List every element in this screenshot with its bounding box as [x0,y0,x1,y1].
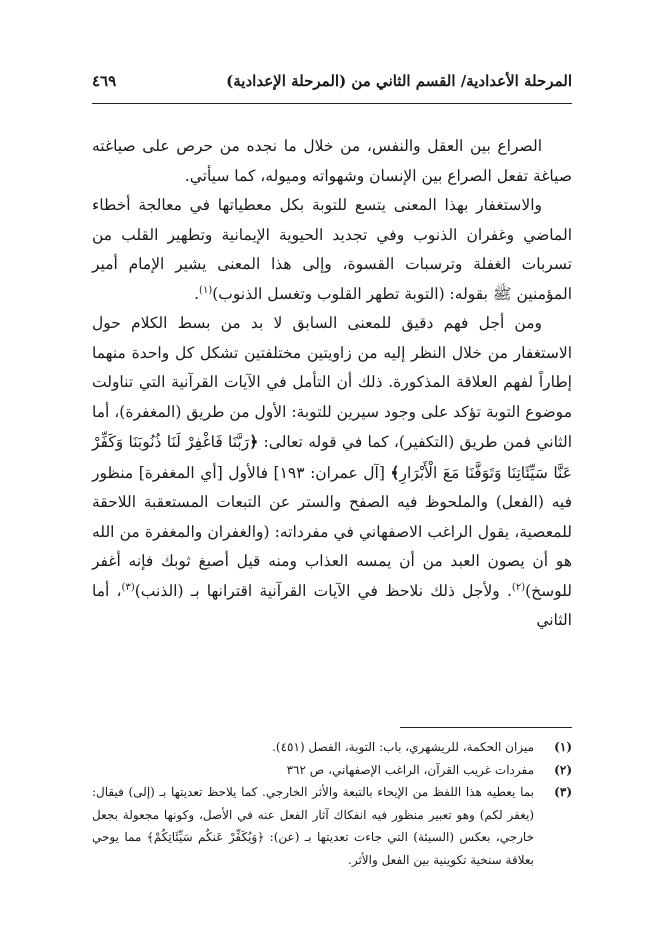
footnote-number: (٣) [554,785,572,799]
paragraph-2 [92,191,572,309]
footnote-text: بما يعطيه هذا اللفظ من الإيحاء بالتبعة والأثر الخارجي. كما يلاحظ تعديتها بـ (إلى) فيقال: (يغفر لكم) وهو تعبير منظور فيه انفكاك آثار الفعل عنه في الأصل، وكونها مجعولة بجعل خارجي، بعكس (السيئة) التي جاءت تعديتها بـ (عن): [92,785,534,844]
footnote-tail: مما يوحي بعلاقة سنخية تكوينية بين الفعل والأثر. [92,830,534,867]
header-divider [92,103,572,104]
footnote-text-block [92,781,534,871]
quran-verse: رَبَّنَا فَاغْفِرْ لَنَا ذُنُوبَنَا وَكَفِّرْ عَنَّا سَيِّئَاتِنَا وَتَوَفَّنَا مَعَ الْأَبْرَارِ [92,433,572,482]
paragraph-2-end: . [194,284,200,303]
paragraph-3-text-b: [آل عمران: ١٩٣] فالأول [أي المغفرة] منظور فيه (الفعل) والملحوظ فيه الصفح والستر عن التبعات المستعقبة اللاحقة للمعصية، يقول الراغب الاصفهاني في مفرداته: (والغفران والمغفرة من الله هو أن يصون العبد من أن يمسه العذاب ومنه قيل أصبغ ثوبك فإنه أغفر للوسخ) [92,463,572,600]
paragraph-2-text: والاستغفار بهذا المعنى يتسع للتوبة بكل معطياتها في معالجة أخطاء الماضي وغفران الذنوب وفي تجديد الحيوية الإيمانية وتطهير القلب من تسربات الغفلة وترسبات القسوة، وإلى هذا المعنى يشير الإمام أمير المؤمنين ﷺ بقوله: (التوبة تطهر القلوب وتغسل الذنوب) [92,196,572,303]
paragraph-3-text-a: ومن أجل فهم دقيق للمعنى السابق لا بد من بسط الكلام حول الاستغفار من خلال النظر إليه من زاويتين مختلفتين تشكل كل واحدة منهما إطاراً لفهم العلاقة المذكورة. ذلك أن التأمل في الآيات القرآنية التي تناولت موضوع التوبة تؤكد على وجود سيرين للتوبة: الأول من طريق (المغفرة)، أما الثاني فمن طريق (التكفير)، كما في قوله تعالى: [92,314,573,451]
footnotes [92,736,572,871]
footnote-number: (٢) [554,762,572,777]
main-text [92,132,572,636]
footnote-2 [92,759,572,782]
paragraph-3-text-d: ، أما الثاني [92,581,572,629]
footnote-1 [92,736,572,759]
footnote-ref-3[interactable]: (٣) [121,581,135,593]
paragraph-1-text: الصراع بين العقل والنفس، من خلال ما نجده من حرص على صياغته صياغة تفعل الصراع بين الإنسان وشهواته وميوله، كما سيأتي. [92,137,572,185]
quran-open-brace: ﴿ [249,432,259,451]
footnote-ref-2[interactable]: (٢) [511,581,526,593]
footnote-ref-1[interactable]: (١) [199,284,213,296]
paragraph-1 [92,132,572,191]
footnote-divider [400,727,572,728]
footnote-verse: ﴿وَيُكَفِّرْ عَنكُم سَيِّئَاتِكُمْ﴾ [146,830,265,844]
footnote-text: ميزان الحكمة، للريشهري، باب: التوبة، الفصل (٤٥١). [272,740,534,754]
running-header [92,68,572,98]
quran-close-brace: ﴾ [390,462,400,482]
footnote-text: مفردات غريب القرآن، الراغب الإصفهاني، ص ٣٦٢ [286,762,534,777]
paragraph-3-text-c: . ولأجل ذلك نلاحظ في الآيات القرآنية اقترانها بـ (الذنب) [134,581,512,600]
paragraph-3 [92,309,572,636]
page-number: ٤٦٩ [92,72,117,90]
header-title: المرحلة الأعدادية/ القسم الثاني من (المرحلة الإعدادية) [226,72,572,90]
footnote-number: (١) [554,740,572,754]
footnote-3 [92,781,572,871]
